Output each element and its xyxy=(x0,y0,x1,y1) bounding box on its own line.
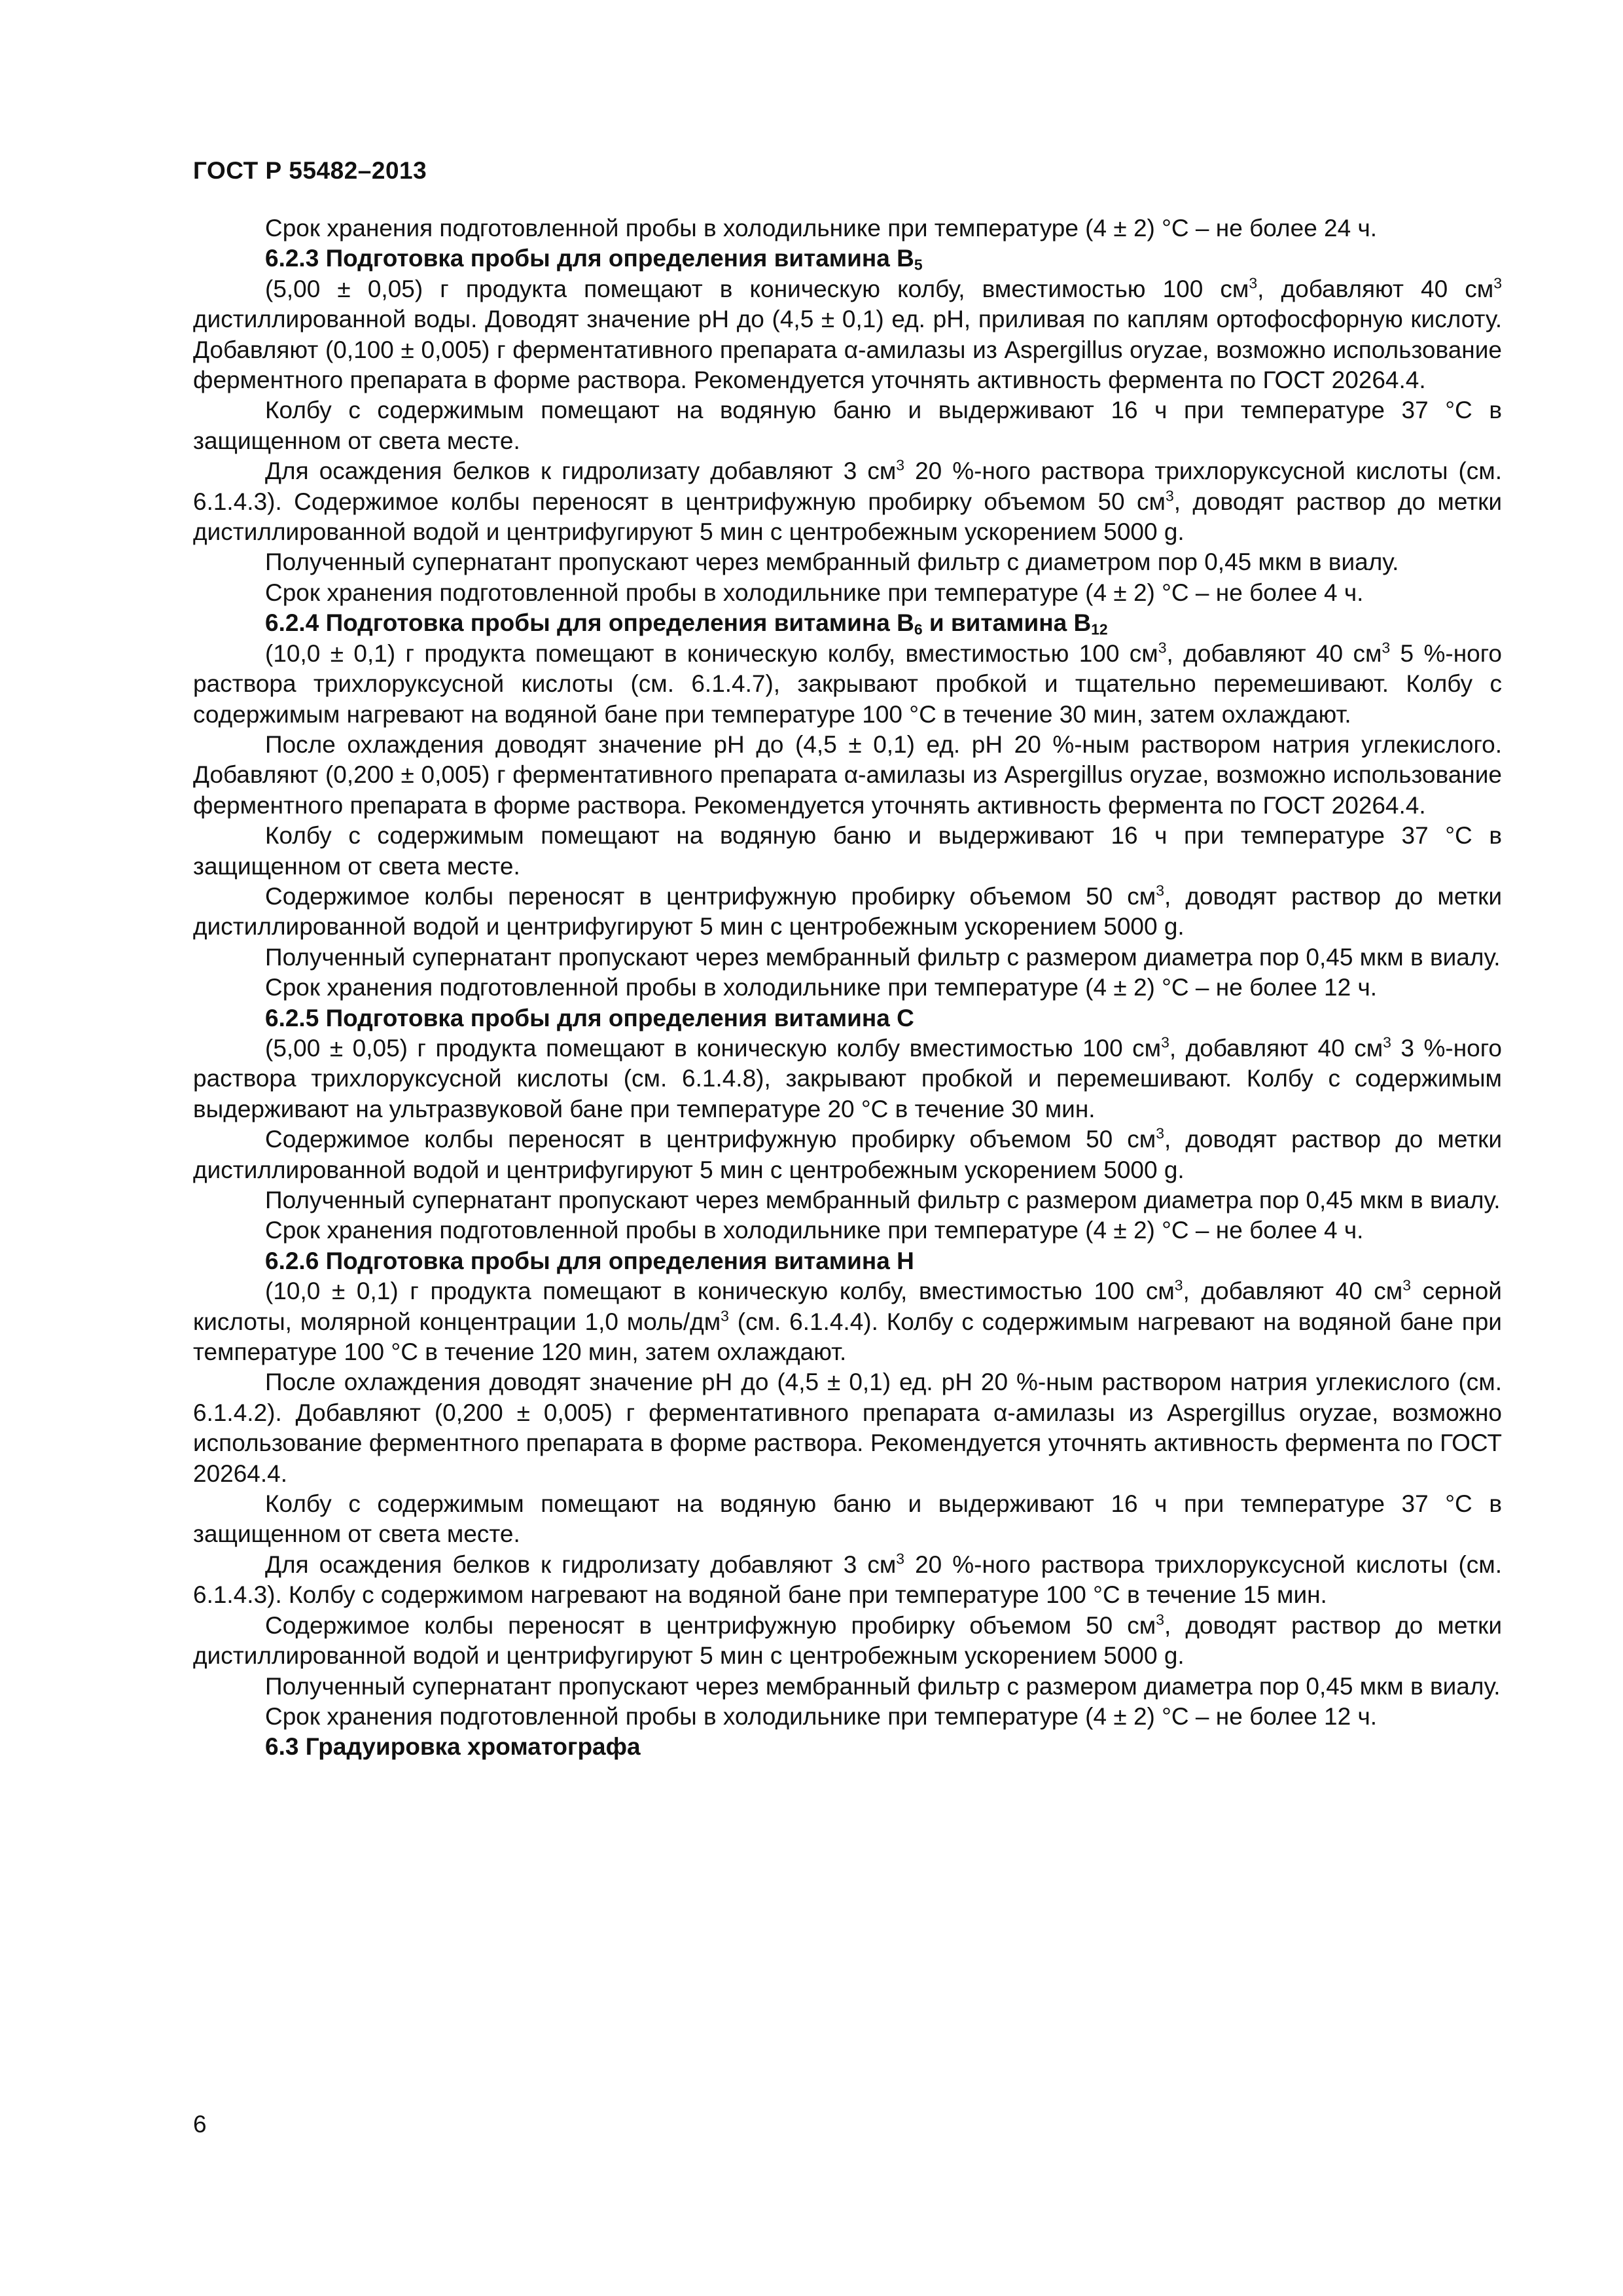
section-heading-6-2-3: 6.2.3 Подготовка пробы для определения витамина $B_5$ xyxy=(265,245,923,274)
paragraph: Полученный супернатант пропускают через мембранный фильтр с размером диаметра пор 0,45 мкм в виалу. xyxy=(265,1672,1501,1700)
paragraph: Срок хранения подготовленной пробы в холодильнике при температуре (4 ± 2) °С – не более 4 ч. xyxy=(265,1217,1364,1244)
section-heading-6-3: 6.3 Градуировка хроматографа xyxy=(265,1733,641,1761)
paragraph: (10,0 ± 0,1) г продукта помещают в коническую колбу, вместимостью 100 $см^3$, добавляют 40 $см^3$ серной кислоты, молярной концентрации 1,0 моль/$дм^3$ (см. 6.1.4.4). Колбу с содержимым нагревают на водяной бане при температуре 100 °С в течение 120 мин, затем охлаждают. xyxy=(193,1276,1502,1366)
paragraph: Срок хранения подготовленной пробы в холодильнике при температуре (4 ± 2) °С – не более 12 ч. xyxy=(265,1702,1378,1730)
paragraph: Для осаждения белков к гидролизату добавляют 3 $см^3$ 20 %-ного раствора трихлоруксусной кислоты (см. 6.1.4.3). Колбу с содержимом нагревают на водяной бане при температуре 100 °С в течение 15 мин. xyxy=(193,1550,1502,1609)
paragraph: Для осаждения белков к гидролизату добавляют 3 $см^3$ 20 %-ного раствора трихлоруксусной кислоты (см. 6.1.4.3). Содержимое колбы переносят в центрифужную пробирку объемом 50 $см^3$, доводят раствор до метки дистиллированной водой и центрифугируют 5 мин с центробежным ускорением 5000 g. xyxy=(193,456,1502,546)
paragraph: (5,00 ± 0,05) г продукта помещают в коническую колбу вместимостью 100 $см^3$, добавляют 40 $см^3$ 3 %-ного раствора трихлоруксусной кислоты (см. 6.1.4.8), закрывают пробкой и перемешивают. Колбу с содержимым выдерживают на ультразвуковой бане при температуре 20 °С в течение 30 мин. xyxy=(193,1033,1502,1122)
document-body xyxy=(193,213,1502,1763)
paragraph: После охлаждения доводят значение pH до (4,5 ± 0,1) ед. pH 20 %-ным раствором натрия углекислого. Добавляют (0,200 ± 0,005) г ферментативного препарата α-амилазы из Aspergillus oryzae, возможно использование ферментного препарата в форме раствора. Рекомендуется уточнять активность фермента по ГОСТ 20264.4. xyxy=(193,730,1502,819)
paragraph: Содержимое колбы переносят в центрифужную пробирку объемом 50 $см^3$, доводят раствор до метки дистиллированной водой и центрифугируют 5 мин с центробежным ускорением 5000 g. xyxy=(193,882,1502,941)
paragraph: Полученный супернатант пропускают через мембранный фильтр с размером диаметра пор 0,45 мкм в виалу. xyxy=(265,943,1501,971)
section-heading-6-2-5: 6.2.5 Подготовка пробы для определения витамина С xyxy=(265,1004,914,1031)
section-heading-6-2-6: 6.2.6 Подготовка пробы для определения витамина Н xyxy=(265,1247,914,1274)
paragraph: Срок хранения подготовленной пробы в холодильнике при температуре (4 ± 2) °С – не более 12 ч. xyxy=(265,974,1378,1001)
paragraph: (5,00 ± 0,05) г продукта помещают в коническую колбу, вместимостью 100 $см^3$, добавляют 40 $см^3$ дистиллированной воды. Доводят значение pH до (4,5 ± 0,1) ед. pH, приливая по каплям ортофосфорную кислоту. Добавляют (0,100 ± 0,005) г ферментативного препарата α-амилазы из Aspergillus oryzae, возможно использование ферментного препарата в форме раствора. Рекомендуется уточнять активность фермента по ГОСТ 20264.4. xyxy=(193,274,1502,394)
section-heading-6-2-4: 6.2.4 Подготовка пробы для определения витамина $B_6$ и витамина $B_{12}$ xyxy=(265,609,1108,639)
paragraph: Полученный супернатант пропускают через мембранный фильтр с диаметром пор 0,45 мкм в виалу. xyxy=(265,548,1399,576)
paragraph: Срок хранения подготовленной пробы в холодильнике при температуре (4 ± 2) °С – не более 24 ч. xyxy=(265,215,1378,242)
page-number: 6 xyxy=(193,2111,207,2138)
paragraph: Колбу с содержимым помещают на водяную баню и выдерживают 16 ч при температуре 37 °С в защищенном от света месте. xyxy=(193,397,1502,454)
paragraph: Полученный супернатант пропускают через мембранный фильтр с размером диаметра пор 0,45 мкм в виалу. xyxy=(265,1187,1501,1213)
paragraph: Колбу с содержимым помещают на водяную баню и выдерживают 16 ч при температуре 37 °С в защищенном от света месте. xyxy=(193,1490,1502,1548)
page-header: ГОСТ Р 55482–2013 xyxy=(193,157,427,184)
paragraph: После охлаждения доводят значение pH до (4,5 ± 0,1) ед. pH 20 %-ным раствором натрия углекислого (см. 6.1.4.2). Добавляют (0,200 ± 0,005) г ферментативного препарата α-амилазы из Aspergillus oryzae, возможно использование ферментного препарата в форме раствора. Рекомендуется уточнять активность фермента по ГОСТ 20264.4. xyxy=(193,1369,1502,1487)
paragraph: Срок хранения подготовленной пробы в холодильнике при температуре (4 ± 2) °С – не более 4 ч. xyxy=(265,579,1364,606)
paragraph: Содержимое колбы переносят в центрифужную пробирку объемом 50 $см^3$, доводят раствор до метки дистиллированной водой и центрифугируют 5 мин с центробежным ускорением 5000 g. xyxy=(193,1124,1502,1183)
paragraph: (10,0 ± 0,1) г продукта помещают в коническую колбу, вместимостью 100 $см^3$, добавляют 40 $см^3$ 5 %-ного раствора трихлоруксусной кислоты (см. 6.1.4.7), закрывают пробкой и тщательно перемешивают. Колбу с содержимым нагревают на водяной бане при температуре 100 °С в течение 30 мин, затем охлаждают. xyxy=(193,638,1502,728)
paragraph: Содержимое колбы переносят в центрифужную пробирку объемом 50 $см^3$, доводят раствор до метки дистиллированной водой и центрифугируют 5 мин с центробежным ускорением 5000 g. xyxy=(193,1610,1502,1670)
paragraph: Колбу с содержимым помещают на водяную баню и выдерживают 16 ч при температуре 37 °С в защищенном от света месте. xyxy=(193,822,1502,880)
